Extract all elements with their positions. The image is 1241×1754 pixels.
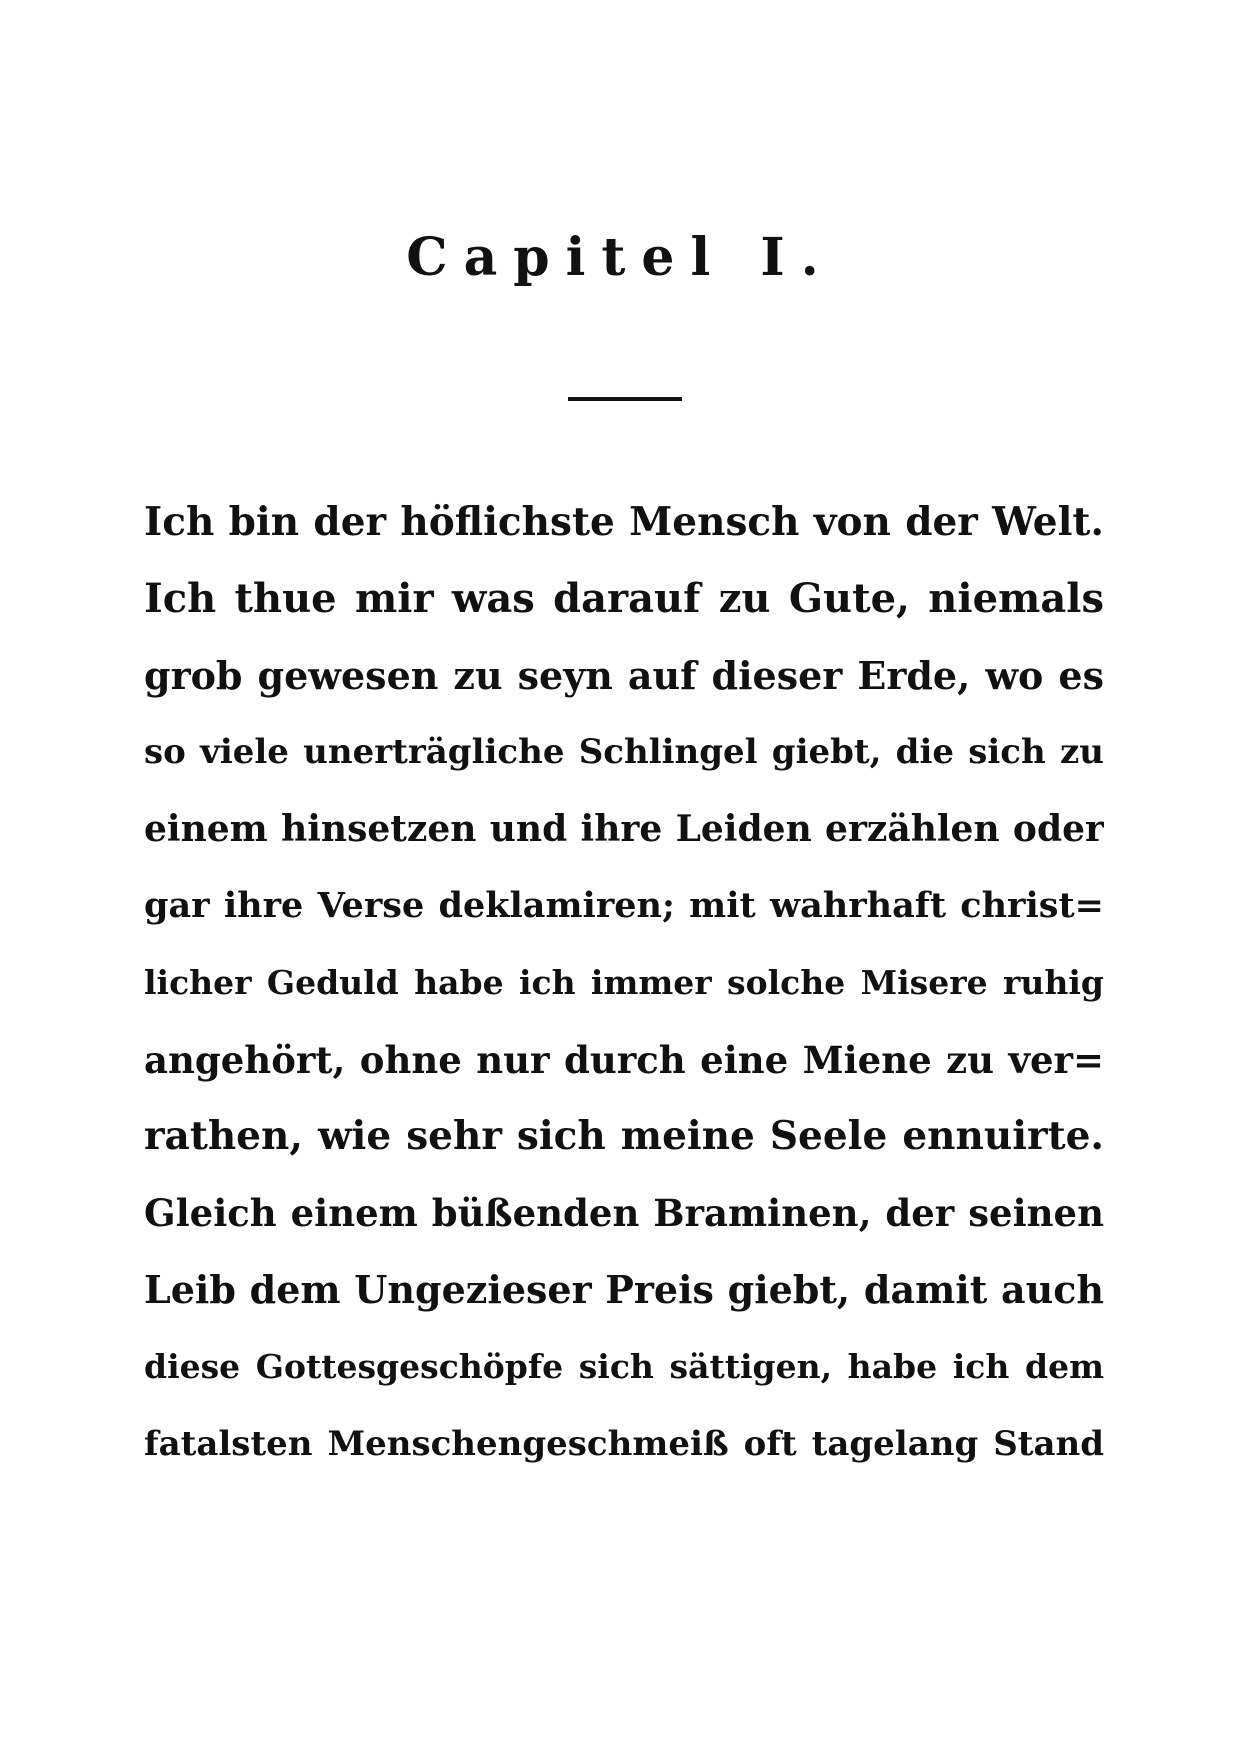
- chapter-heading: Capitel I.: [406, 227, 835, 288]
- text-line: licher Geduld habe ich immer solche Misere ruhig: [144, 962, 1104, 1002]
- text-line: gar ihre Verse deklamiren; mit wahrhaft christ=: [144, 884, 1104, 926]
- text-line: rathen, wie sehr sich meine Seele ennuirte.: [144, 1113, 1104, 1160]
- heading-rule: [568, 397, 682, 401]
- text-line: einem hinsetzen und ihre Leiden erzählen oder: [144, 808, 1104, 851]
- text-line: Leib dem Ungezieser Preis giebt, damit auch: [144, 1266, 1104, 1312]
- text-line: so viele unerträgliche Schlingel giebt, die sich zu: [144, 732, 1104, 773]
- text-line: Ich thue mir was darauf zu Gute, niemals: [144, 574, 1104, 622]
- text-line: grob gewesen zu seyn auf dieser Erde, wo es: [144, 652, 1104, 698]
- text-line: Gleich einem büßenden Braminen, der seinen: [144, 1191, 1104, 1236]
- text-line: angehört, ohne nur durch eine Miene zu ver=: [144, 1037, 1104, 1082]
- text-line: fatalsten Menschengeschmeiß oft tagelang Stand: [144, 1423, 1104, 1464]
- body-text: [144, 484, 1104, 1482]
- text-line: diese Gottesgeschöpfe sich sättigen, habe ich dem: [144, 1346, 1104, 1386]
- text-line: Ich bin der höflichste Mensch von der Welt.: [144, 499, 1104, 545]
